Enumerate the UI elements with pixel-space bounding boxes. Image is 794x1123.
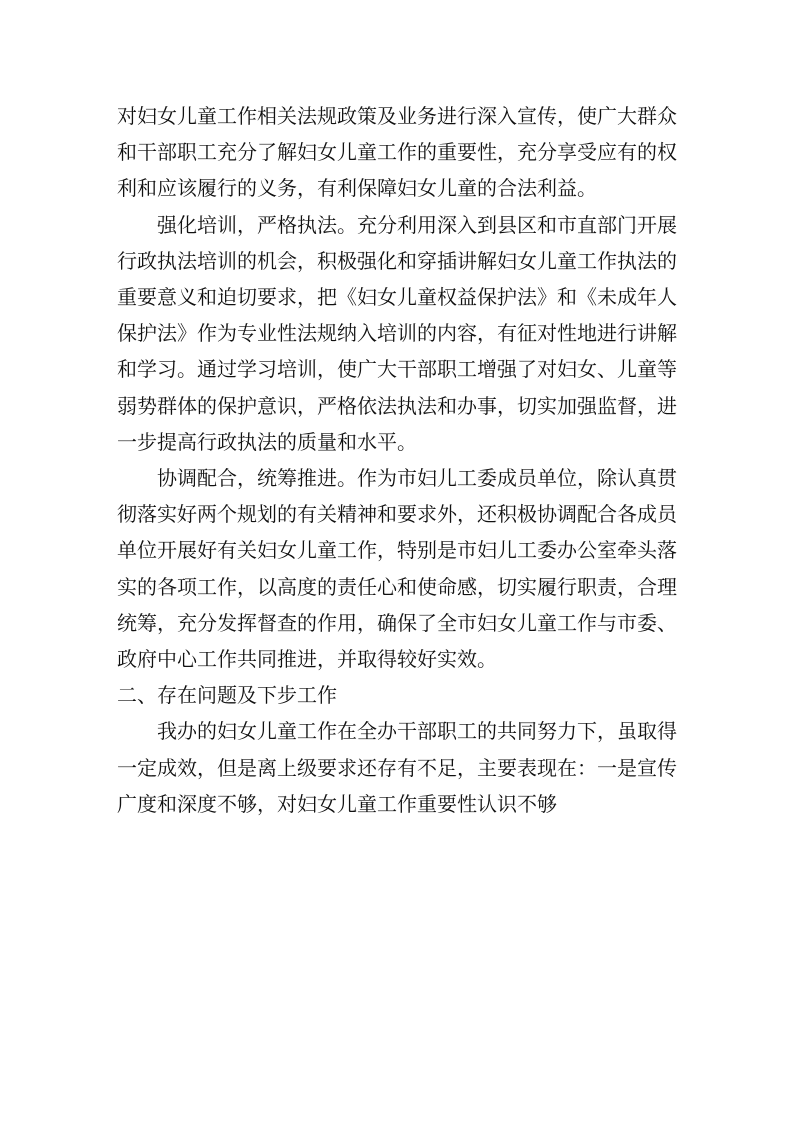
paragraph-training-enforcement: 强化培训，严格执法。充分利用深入到县区和市直部门开展行政执法培训的机会，积极强化和穿插讲解妇女儿童工作执法的重要意义和迫切要求，把《妇女儿童权益保护法》和《未成年人保护法》作为专业性法规纳入培训的内容，有征对性地进行讲解和学习。通过学习培训，使广大干部职工增强了对妇女、儿童等弱势群体的保护意识，严格依法执法和办事，切实加强监督，进一步提高行政执法的质量和水平。 — [117, 212, 677, 454]
document-body — [117, 98, 677, 822]
paragraph-publicity-continuation: 对妇女儿童工作相关法规政策及业务进行深入宣传，使广大群众和干部职工充分了解妇女儿童工作的重要性，充分享受应有的权利和应该履行的义务，有利保障妇女儿童的合法利益。 — [117, 104, 677, 201]
section-heading-problems: 二、存在问题及下步工作 — [117, 683, 337, 708]
paragraph-problems: 我办的妇女儿童工作在全办干部职工的共同努力下，虽取得一定成效，但是离上级要求还存有不足，主要表现在：一是宣传广度和深度不够，对妇女儿童工作重要性认识不够 — [117, 719, 677, 816]
paragraph-coordination: 协调配合，统筹推进。作为市妇儿工委成员单位，除认真贯彻落实好两个规划的有关精神和要求外，还积极协调配合各成员单位开展好有关妇女儿童工作，特别是市妇儿工委办公室牵头落实的各项工作，以高度的责任心和使命感，切实履行职责，合理统筹，充分发挥督查的作用，确保了全市妇女儿童工作与市委、政府中心工作共同推进，并取得较好实效。 — [117, 466, 677, 672]
